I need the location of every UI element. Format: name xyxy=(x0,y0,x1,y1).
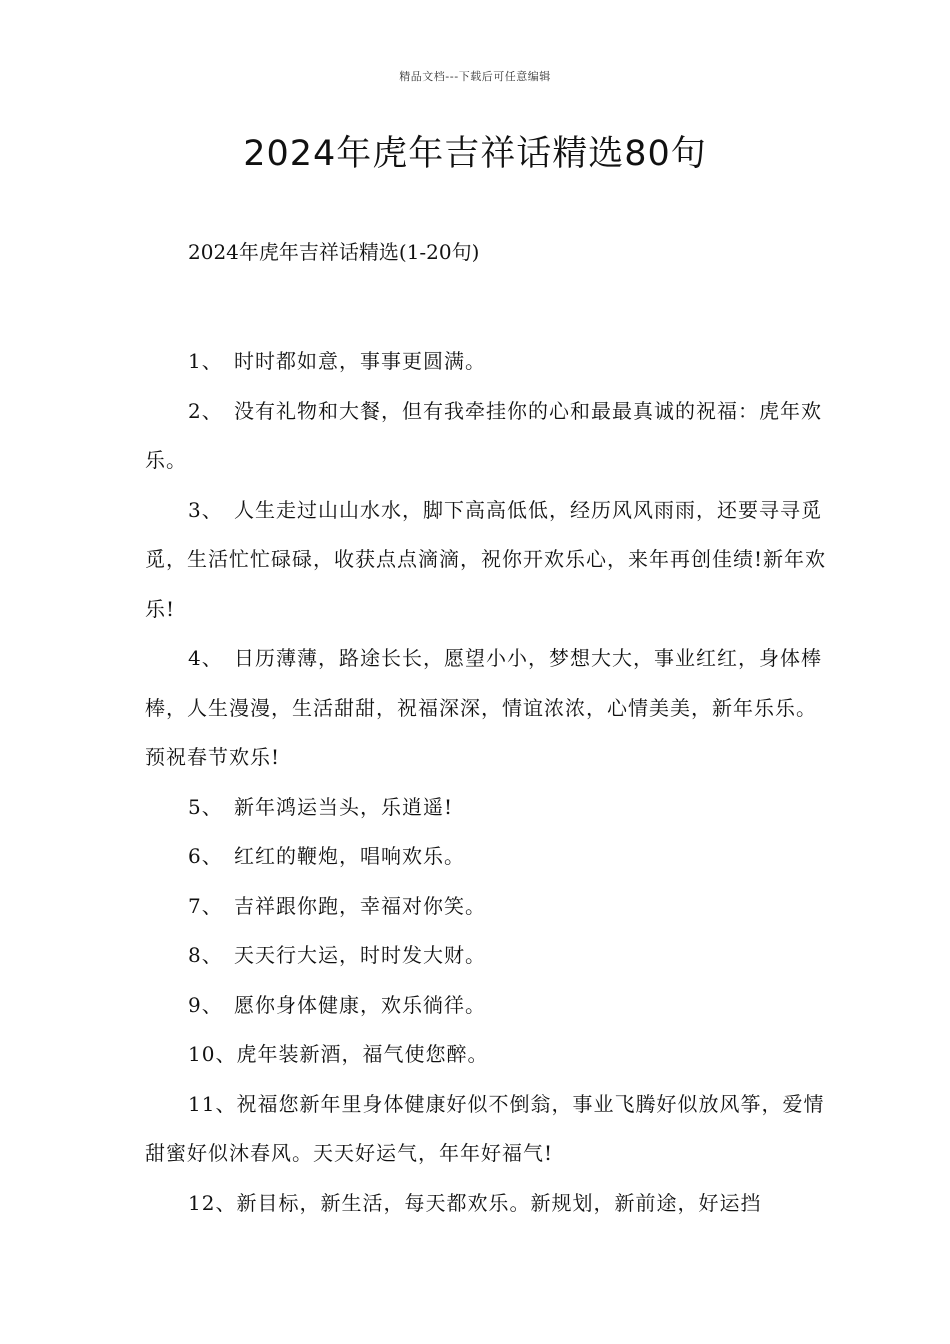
item-text: 日历薄薄，路途长长，愿望小小，梦想大大，事业红红，身体棒棒，人生漫漫，生活甜甜，祝福深深，情谊浓浓，心情美美，新年乐乐。预祝春节欢乐! xyxy=(145,646,822,769)
item-number: 7、 xyxy=(188,893,223,918)
list-item xyxy=(145,931,835,981)
list-item xyxy=(145,981,835,1031)
item-number: 2、 xyxy=(188,398,223,423)
list-item xyxy=(145,783,835,833)
item-number: 4、 xyxy=(188,646,223,670)
item-number: 6、 xyxy=(188,844,223,868)
item-number: 5、 xyxy=(188,794,223,819)
item-text: 时时都如意，事事更圆满。 xyxy=(234,349,486,373)
item-text: 吉祥跟你跑，幸福对你笑。 xyxy=(234,893,486,918)
document-title: 2024年虎年吉祥话精选80句 xyxy=(243,134,707,174)
list-item xyxy=(145,882,835,932)
section-heading: 2024年虎年吉祥话精选(1-20句) xyxy=(188,240,480,264)
item-number: 8、 xyxy=(188,943,223,967)
list-item xyxy=(145,832,835,882)
item-text: 祝福您新年里身体健康好似不倒翁，事业飞腾好似放风筝，爱情甜蜜好似沐春风。天天好运气，年年好福气! xyxy=(145,1091,825,1165)
list-item xyxy=(145,337,835,387)
blessing-list xyxy=(145,337,835,1228)
item-number: 12、 xyxy=(188,1190,237,1215)
item-number: 10、 xyxy=(188,1042,237,1066)
list-item xyxy=(145,1030,835,1080)
list-item xyxy=(145,1179,835,1229)
item-text: 没有礼物和大餐，但有我牵挂你的心和最最真诚的祝福：虎年欢乐。 xyxy=(145,398,822,472)
item-text: 天天行大运，时时发大财。 xyxy=(234,943,486,967)
item-number: 9、 xyxy=(188,992,223,1017)
list-item xyxy=(145,1080,835,1179)
item-number: 1、 xyxy=(188,349,223,373)
item-number: 11、 xyxy=(188,1091,237,1116)
header-note: 精品文档---下载后可任意编辑 xyxy=(399,70,551,83)
item-text: 红红的鞭炮，唱响欢乐。 xyxy=(234,844,465,868)
item-text: 愿你身体健康，欢乐徜徉。 xyxy=(234,992,486,1017)
list-item xyxy=(145,387,835,486)
list-item xyxy=(145,634,835,783)
item-text: 新目标，新生活，每天都欢乐。新规划，新前途，好运挡 xyxy=(236,1190,762,1215)
item-text: 虎年装新酒，福气使您醉。 xyxy=(236,1042,489,1066)
list-item xyxy=(145,486,835,635)
item-number: 3、 xyxy=(188,497,223,522)
item-text: 新年鸿运当头，乐逍遥! xyxy=(234,794,454,819)
item-text: 人生走过山山水水，脚下高高低低，经历风风雨雨，还要寻寻觅觅，生活忙忙碌碌，收获点点滴滴，祝你开欢乐心，来年再创佳绩!新年欢乐! xyxy=(145,497,827,621)
